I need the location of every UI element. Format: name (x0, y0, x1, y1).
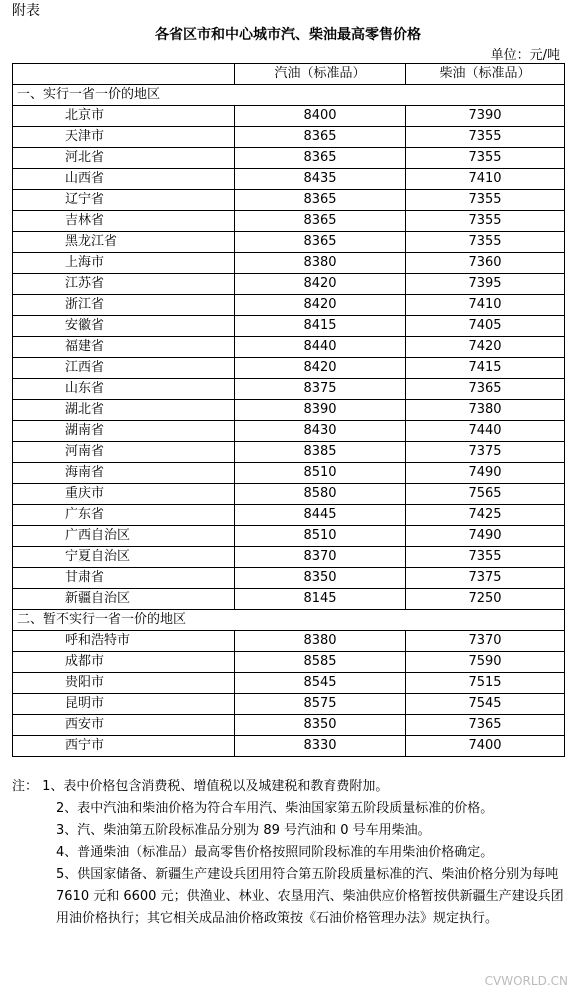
note-paragraph: 5、供国家储备、新疆生产建设兵团用符合第五阶段质量标准的汽、柴油价格分别为每吨 7610 元和 6600 元；供渔业、林业、农垦用汽、柴油供应价格暂按供新疆生产建设兵团用油价格执行；其它相关成品油价格政策按《石油价格管理办法》规定执行。 (56, 867, 564, 926)
gasoline-price: 8585 (235, 652, 406, 673)
diesel-price: 7410 (406, 295, 565, 316)
region-name: 江苏省 (13, 274, 235, 295)
table-row (13, 736, 565, 757)
region-name: 湖北省 (13, 400, 235, 421)
gasoline-price: 8145 (235, 589, 406, 610)
region-name: 宁夏自治区 (13, 547, 235, 568)
region-name: 新疆自治区 (13, 589, 235, 610)
diesel-price: 7355 (406, 148, 565, 169)
gasoline-price: 8580 (235, 484, 406, 505)
table-row (13, 358, 565, 379)
table-row (13, 631, 565, 652)
gasoline-price: 8400 (235, 106, 406, 127)
region-name: 安徽省 (13, 316, 235, 337)
gasoline-price: 8380 (235, 631, 406, 652)
gasoline-price: 8420 (235, 274, 406, 295)
gasoline-price: 8365 (235, 148, 406, 169)
region-name: 河南省 (13, 442, 235, 463)
region-name: 天津市 (13, 127, 235, 148)
gasoline-price: 8510 (235, 463, 406, 484)
gasoline-price: 8380 (235, 253, 406, 274)
region-name: 湖南省 (13, 421, 235, 442)
table-row (13, 232, 565, 253)
header-cell-region (13, 64, 235, 85)
gasoline-price: 8365 (235, 127, 406, 148)
gasoline-price: 8375 (235, 379, 406, 400)
section-title: 二、暂不实行一省一价的地区 (13, 610, 565, 631)
notes (12, 776, 568, 930)
table-row (13, 715, 565, 736)
gasoline-price: 8510 (235, 526, 406, 547)
note-paragraph: 2、表中汽油和柴油价格为符合车用汽、柴油国家第五阶段质量标准的价格。 (56, 801, 494, 816)
table-row (13, 169, 565, 190)
table-row (13, 337, 565, 358)
diesel-price: 7490 (406, 463, 565, 484)
diesel-price: 7375 (406, 568, 565, 589)
diesel-price: 7380 (406, 400, 565, 421)
region-name: 黑龙江省 (13, 232, 235, 253)
table-row (13, 190, 565, 211)
diesel-price: 7490 (406, 526, 565, 547)
table-row (13, 400, 565, 421)
diesel-price: 7355 (406, 211, 565, 232)
note-paragraph: 3、汽、柴油第五阶段标准品分别为 89 号汽油和 0 号车用柴油。 (56, 823, 431, 838)
diesel-price: 7515 (406, 673, 565, 694)
region-name: 北京市 (13, 106, 235, 127)
gasoline-price: 8365 (235, 190, 406, 211)
diesel-price: 7250 (406, 589, 565, 610)
gasoline-price: 8575 (235, 694, 406, 715)
watermark: CVWORLD.CN (484, 974, 568, 988)
table-row (13, 148, 565, 169)
gasoline-price: 8365 (235, 232, 406, 253)
diesel-price: 7365 (406, 715, 565, 736)
appendix-label: 附表 (12, 3, 40, 19)
gasoline-price: 8350 (235, 715, 406, 736)
table-row (13, 694, 565, 715)
diesel-price: 7400 (406, 736, 565, 757)
region-name: 江西省 (13, 358, 235, 379)
diesel-price: 7355 (406, 232, 565, 253)
table-row (13, 589, 565, 610)
gasoline-price: 8420 (235, 295, 406, 316)
diesel-price: 7420 (406, 337, 565, 358)
note-paragraph: 注： 1、表中价格包含消费税、增值税以及城建税和教育费附加。 (12, 779, 389, 794)
table-row (13, 526, 565, 547)
region-name: 福建省 (13, 337, 235, 358)
region-name: 成都市 (13, 652, 235, 673)
gasoline-price: 8350 (235, 568, 406, 589)
table-row (13, 421, 565, 442)
region-name: 广西自治区 (13, 526, 235, 547)
region-name: 海南省 (13, 463, 235, 484)
note-paragraph: 4、普通柴油（标准品）最高零售价格按照同阶段标准的车用柴油价格确定。 (56, 845, 494, 860)
region-name: 重庆市 (13, 484, 235, 505)
diesel-price: 7405 (406, 316, 565, 337)
region-name: 西安市 (13, 715, 235, 736)
diesel-price: 7545 (406, 694, 565, 715)
region-name: 上海市 (13, 253, 235, 274)
table-row (13, 127, 565, 148)
diesel-price: 7365 (406, 379, 565, 400)
gasoline-price: 8445 (235, 505, 406, 526)
table-row (13, 673, 565, 694)
table-row (13, 211, 565, 232)
diesel-price: 7590 (406, 652, 565, 673)
diesel-price: 7355 (406, 190, 565, 211)
region-name: 河北省 (13, 148, 235, 169)
table-row (13, 379, 565, 400)
gasoline-price: 8330 (235, 736, 406, 757)
diesel-price: 7370 (406, 631, 565, 652)
diesel-price: 7425 (406, 505, 565, 526)
region-name: 广东省 (13, 505, 235, 526)
gasoline-price: 8435 (235, 169, 406, 190)
region-name: 山西省 (13, 169, 235, 190)
diesel-price: 7565 (406, 484, 565, 505)
header-cell-gasoline: 汽油（标准品） (235, 64, 406, 85)
table-row (13, 274, 565, 295)
region-name: 呼和浩特市 (13, 631, 235, 652)
diesel-price: 7395 (406, 274, 565, 295)
region-name: 西宁市 (13, 736, 235, 757)
table-row (13, 484, 565, 505)
gasoline-price: 8390 (235, 400, 406, 421)
gasoline-price: 8545 (235, 673, 406, 694)
table-row (13, 463, 565, 484)
gasoline-price: 8365 (235, 211, 406, 232)
table-row (13, 442, 565, 463)
table-row (13, 106, 565, 127)
diesel-price: 7410 (406, 169, 565, 190)
table-row (13, 652, 565, 673)
gasoline-price: 8440 (235, 337, 406, 358)
table-row (13, 568, 565, 589)
region-name: 昆明市 (13, 694, 235, 715)
section-row (13, 85, 565, 106)
region-name: 辽宁省 (13, 190, 235, 211)
gasoline-price: 8430 (235, 421, 406, 442)
diesel-price: 7355 (406, 547, 565, 568)
table-row (13, 547, 565, 568)
diesel-price: 7415 (406, 358, 565, 379)
unit-label: 单位：元/吨 (490, 48, 560, 63)
table-row (13, 295, 565, 316)
gasoline-price: 8415 (235, 316, 406, 337)
gasoline-price: 8385 (235, 442, 406, 463)
diesel-price: 7360 (406, 253, 565, 274)
table-row (13, 505, 565, 526)
table-row (13, 316, 565, 337)
diesel-price: 7440 (406, 421, 565, 442)
price-table (12, 63, 565, 757)
region-name: 贵阳市 (13, 673, 235, 694)
region-name: 吉林省 (13, 211, 235, 232)
header-cell-diesel: 柴油（标准品） (406, 64, 565, 85)
region-name: 浙江省 (13, 295, 235, 316)
header-row (13, 64, 565, 85)
table-row (13, 253, 565, 274)
diesel-price: 7355 (406, 127, 565, 148)
region-name: 甘肃省 (13, 568, 235, 589)
gasoline-price: 8420 (235, 358, 406, 379)
diesel-price: 7390 (406, 106, 565, 127)
section-title: 一、实行一省一价的地区 (13, 85, 565, 106)
diesel-price: 7375 (406, 442, 565, 463)
section-row (13, 610, 565, 631)
gasoline-price: 8370 (235, 547, 406, 568)
document-title: 各省区市和中心城市汽、柴油最高零售价格 (155, 27, 421, 43)
region-name: 山东省 (13, 379, 235, 400)
